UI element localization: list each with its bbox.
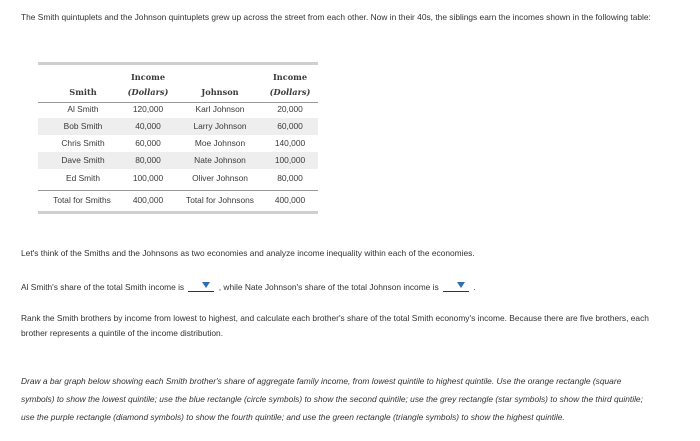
- table-cell-johnson-name: Oliver Johnson: [192, 173, 248, 183]
- header-smith: Smith: [69, 87, 97, 97]
- chevron-down-icon: [202, 282, 210, 288]
- chevron-down-icon: [457, 282, 465, 288]
- header-smith-income-unit: (Dollars): [127, 87, 169, 97]
- share-question-part3: .: [473, 282, 476, 292]
- table-cell-smith-name: Al Smith: [67, 104, 99, 114]
- table-cell-johnson-name: Karl Johnson: [195, 104, 245, 114]
- total-johnsons-value: 400,000: [274, 195, 306, 205]
- al-smith-share-dropdown[interactable]: [188, 280, 214, 292]
- header-johnson: Johnson: [201, 87, 239, 97]
- table-cell-smith-name: Chris Smith: [61, 138, 105, 148]
- intro-paragraph: The Smith quintuplets and the Johnson quintuplets grew up across the street from each other. Now in their 40s, the siblings earn the incomes shown in the following table:: [21, 12, 651, 22]
- total-smiths-value: 400,000: [132, 195, 164, 205]
- table-cell-johnson-income: 20,000: [277, 104, 303, 114]
- table-cell-johnson-income: 140,000: [274, 138, 306, 148]
- table-top-rule: [38, 62, 318, 65]
- table-total-rule: [38, 190, 318, 191]
- total-johnsons-label: Total for Johnsons: [186, 195, 254, 205]
- share-question-part1: Al Smith's share of the total Smith income is: [21, 282, 185, 292]
- table-cell-smith-income: 40,000: [135, 121, 161, 131]
- nate-johnson-share-dropdown[interactable]: [443, 280, 469, 292]
- total-smiths-label: Total for Smiths: [53, 195, 111, 205]
- header-smith-income: Income: [130, 72, 166, 82]
- economies-paragraph: Let's think of the Smiths and the Johnsons as two economies and analyze income inequality within each of the economies.: [21, 248, 475, 258]
- table-cell-smith-name: Dave Smith: [61, 155, 105, 165]
- header-johnson-income-unit: (Dollars): [269, 87, 311, 97]
- table-cell-johnson-income: 100,000: [274, 155, 306, 165]
- header-johnson-income: Income: [272, 72, 308, 82]
- share-question-part2: , while Nate Johnson's share of the total Johnson income is: [218, 282, 439, 292]
- table-cell-johnson-name: Larry Johnson: [193, 121, 247, 131]
- bar-graph-instructions: Draw a bar graph below showing each Smith brother's share of aggregate family income, from lowest quintile to highest quintile. Use the orange rectangle (square symbols) to show the lowest quintile; use the blue rectangle (circle symbols) to show the second quintile; use the grey rectangle (star symbols) to show the third quintile; use the purple rectangle (diamond symbols) to show the fourth quintile; and use the green rectangle (triangle symbols) to show the highest quintile.: [21, 376, 643, 422]
- table-bottom-rule: [38, 211, 318, 214]
- table-cell-johnson-name: Moe Johnson: [194, 138, 246, 148]
- table-cell-johnson-income: 60,000: [277, 121, 303, 131]
- table-cell-smith-income: 100,000: [132, 173, 164, 183]
- table-cell-smith-income: 80,000: [135, 155, 161, 165]
- income-table: [38, 62, 318, 214]
- share-question: [21, 280, 476, 295]
- table-cell-johnson-name: Nate Johnson: [194, 155, 246, 165]
- table-cell-smith-name: Bob Smith: [63, 121, 103, 131]
- table-cell-smith-income: 120,000: [132, 104, 164, 114]
- table-cell-smith-name: Ed Smith: [66, 173, 100, 183]
- rank-paragraph: Rank the Smith brothers by income from lowest to highest, and calculate each brother's share of the total Smith economy's income. Because there are five brothers, each brother represents a quintile of the income distribution.: [21, 313, 649, 338]
- table-cell-johnson-income: 80,000: [277, 173, 303, 183]
- table-cell-smith-income: 60,000: [135, 138, 161, 148]
